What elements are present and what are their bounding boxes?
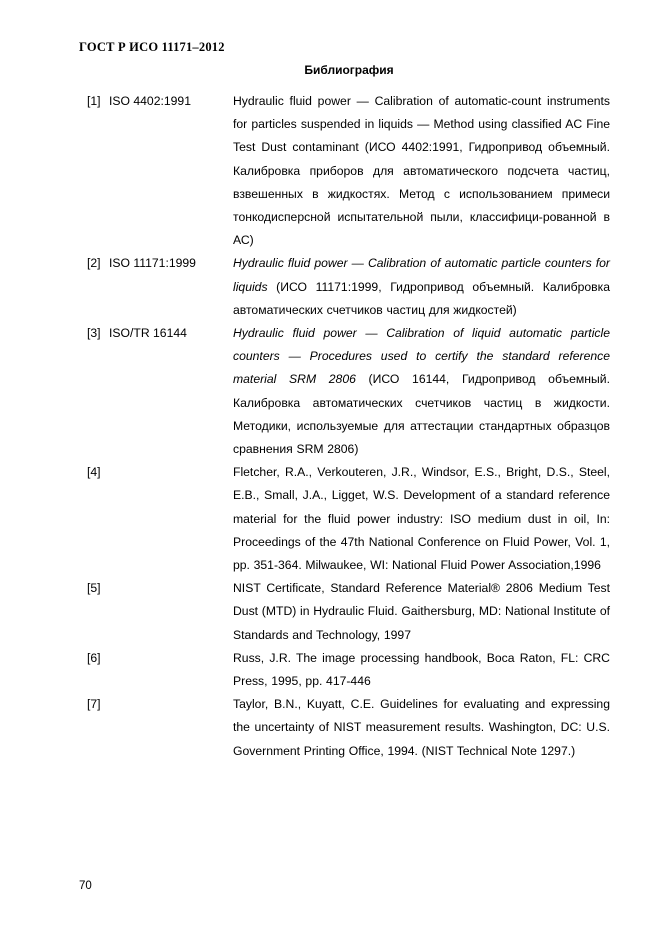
- reference-entry: [0, 90, 661, 252]
- reference-code: ISO 4402:1991: [109, 94, 191, 108]
- reference-code: ISO 11171:1999: [109, 256, 196, 271]
- reference-entry: [0, 577, 661, 647]
- reference-number: [2]: [87, 256, 101, 271]
- reference-title-italic: Hydraulic fluid power — Calibration of liquid automatic particle counters — Procedures used to certify the standard reference material SRM 2806: [233, 326, 610, 387]
- reference-text: [233, 252, 610, 322]
- reference-entry: [0, 461, 661, 577]
- reference-text: [233, 322, 610, 461]
- reference-text: [233, 577, 610, 647]
- reference-number: [1]: [87, 94, 101, 108]
- reference-number: [3]: [87, 326, 101, 341]
- bibliography-heading: Библиография: [304, 63, 394, 77]
- reference-number: [4]: [87, 465, 101, 480]
- bibliography-list: [0, 90, 661, 763]
- standard-designation: ГОСТ Р ИСО 11171–2012: [79, 40, 225, 54]
- reference-text: [233, 693, 610, 763]
- reference-text-part: Hydraulic fluid power — Calibration of automatic-count instruments for particles suspended in liquids — Method using classified AC Fine Test Dust contaminant (ИСО 4402:1991, Гидропривод объемный. Калибровка приборов для автоматического подсчета частиц, взвешенных в жидкостях. Метод с использованием примеси тонкодисперсной испытательной пыли, классифици-рованной в АС): [233, 94, 610, 248]
- reference-text: [233, 90, 610, 252]
- reference-title-italic: Hydraulic fluid power — Calibration of automatic particle counters for liquids: [233, 256, 610, 294]
- reference-text-part: (ИСО 16144, Гидропривод объемный. Калибровка автоматических счетчиков частиц в жидкости. Методики, используемые для аттестации стандартных образцов сравнения SRM 2806): [233, 372, 610, 457]
- reference-text: [233, 461, 610, 577]
- reference-text-part: Russ, J.R. The image processing handbook, Boca Raton, FL: CRC Press, 1995, pp. 417-446: [233, 650, 610, 689]
- reference-code: ISO/TR 16144: [109, 326, 187, 341]
- reference-number: [6]: [87, 650, 101, 665]
- reference-text-part: Fletcher, R.A., Verkouteren, J.R., Windsor, E.S., Bright, D.S., Steel, E.B., Small, J.A., Ligget, W.S. Development of a standard reference material for the fluid power industry: ISO medium dust in oil, In: Proceedings of the 47th National Conference on Fluid Power, Vol. 1, pp. 351-364. Milwaukee, WI: National Fluid Power Association,1996: [233, 465, 610, 573]
- reference-entry: [0, 252, 661, 322]
- reference-text-part: NIST Certificate, Standard Reference Material® 2806 Medium Test Dust (MTD) in Hydraulic Fluid. Gaithersburg, MD: National Institute of Standards and Technology, 1997: [233, 581, 610, 642]
- reference-entry: [0, 322, 661, 461]
- reference-text: [233, 647, 610, 693]
- reference-text-part: Taylor, B.N., Kuyatt, C.E. Guidelines for evaluating and expressing the uncertainty of NIST measurement results. Washington, DC: U.S. Government Printing Office, 1994. (NIST Technical Note 1297.): [233, 697, 610, 758]
- reference-entry: [0, 693, 661, 763]
- reference-text-part: (ИСО 11171:1999, Гидропривод объемный. Калибровка автоматических счетчиков частиц для жидкостей): [233, 279, 610, 317]
- reference-entry: [0, 647, 661, 693]
- reference-number: [5]: [87, 581, 101, 596]
- page-number: 70: [79, 880, 92, 892]
- reference-number: [7]: [87, 697, 101, 712]
